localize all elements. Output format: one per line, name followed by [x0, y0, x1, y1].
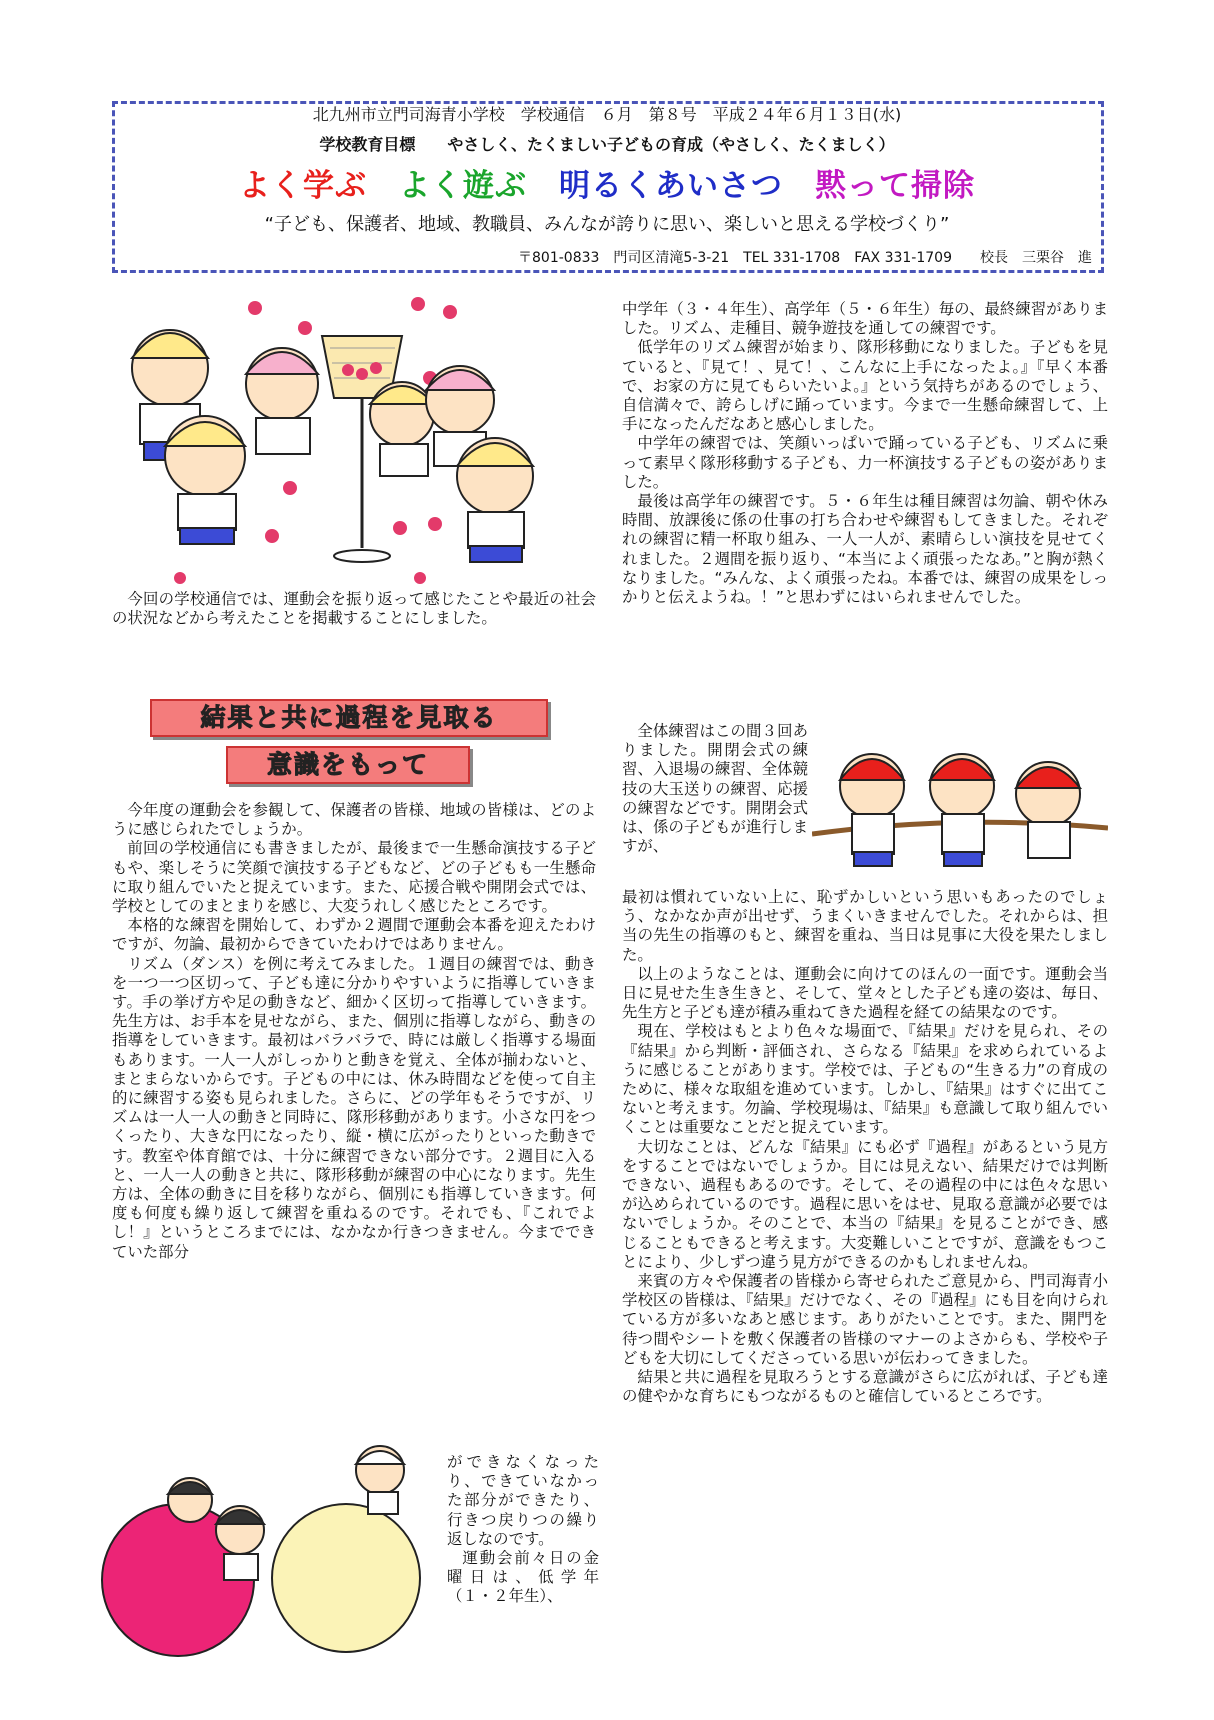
motto-item: よく遊ぶ	[399, 168, 527, 204]
left-column-text	[112, 801, 596, 1262]
motto-item: 明るくあいさつ	[559, 168, 783, 204]
paragraph: 全体練習はこの間３回ありました。開閉会式の練習、入退場の練習、全体競技の大玉送りの練習、応援の練習などです。開閉会式は、係の子どもが進行しますが、	[622, 722, 808, 856]
paragraph: 中学年の練習では、笑顔いっぱいで踊っている子ども、リズムに乗って素早く隊形移動する子ども、力一杯演技する子どもの姿がありました。	[622, 434, 1108, 491]
paragraph: 今年度の運動会を参観して、保護者の皆様、地域の皆様は、どのように感じられたでしょうか。	[112, 801, 596, 839]
newsletter-info: 北九州市立門司海青小学校 学校通信 ６月 第８号 平成２４年６月１３日(水)	[312, 105, 902, 124]
big-ball-illustration	[100, 1430, 435, 1688]
paragraph: 低学年のリズム練習が始まり、隊形移動になりました。子どもを見ていると、『見て！、見て！、こんなに上手になったよ。』『早く本番で、お家の方に見てもらいたいよ。』という気持ちがあるのでしょう、自信満々で、誇らしげに踊っています。今まで一生懸命練習して、上手になったんだなあと感心しました。	[622, 338, 1108, 434]
school-vision: “子ども、保護者、地域、教職員、みんなが誇りに思い、楽しいと思える学校づくり”	[264, 214, 950, 235]
paragraph: 最初は慣れていない上に、恥ずかしいという思いもあったのでしょう、なかなか声が出せず、うまくいきませんでした。それからは、担当の先生の指導のもと、練習を重ね、当日は見事に大役を果たしました。	[622, 888, 1108, 964]
right-column-bottom	[622, 888, 1108, 1406]
paragraph: 中学年（３・４年生）、高学年（５・６年生）毎の、最終練習がありました。リズム、走種目、競争遊技を通しての練習です。	[622, 300, 1108, 338]
paragraph: 結果と共に過程を見取ろうとする意識がさらに広がれば、子ども達の健やかな育ちにもつながるものと確信しているところです。	[622, 1368, 1108, 1406]
tug-of-war-illustration	[812, 724, 1108, 884]
section-heading-line1: 結果と共に過程を見取る	[150, 699, 548, 737]
school-address: 〒801-0833 門司区清滝5-3-21 TEL 331-1708 FAX 331-1709 校長 三栗谷 進	[518, 250, 1092, 266]
paragraph: 現在、学校はもとより色々な場面で、『結果』だけを見られ、その『結果』から判断・評価され、さらなる『結果』を求められているように感じることがあります。学校では、子どもの“生きる力”の育成のために、様々な取組を進めています。しかし、『結果』はすぐに出てこないと考えます。勿論、学校現場は、『結果』も意識して取り組んでいくことは重要なことだと捉えています。	[622, 1022, 1108, 1137]
paragraph: 以上のようなことは、運動会に向けてのほんの一面です。運動会当日に見せた生き生きと、そして、堂々とした子ども達の姿は、毎日、先生方と子ども達が積み重ねてきた過程を経ての結果なのです。	[622, 964, 1108, 1022]
motto-item: よく学ぶ	[239, 168, 367, 204]
paragraph: 本格的な練習を開始して、わずか２週間で運動会本番を迎えたわけですが、勿論、最初からできていたわけではありません。	[112, 916, 596, 954]
school-goal: 学校教育目標 やさしく、たくましい子どもの育成（やさしく、たくましく）	[319, 135, 895, 154]
intro-text: 今回の学校通信では、運動会を振り返って感じたことや最近の社会の状況などから考えたことを掲載することにしました。	[112, 590, 596, 628]
ball-toss-illustration	[100, 288, 598, 586]
section-heading-line2: 意識をもって	[226, 746, 470, 784]
paragraph: 前回の学校通信にも書きましたが、最後まで一生懸命演技する子どもや、楽しそうに笑顔で演技する子どもなど、どの子どもも一生懸命に取り組んでいたと捉えています。また、応援合戦や開閉会式では、学校としてのまとまりを感じ、大変うれしく感じたところです。	[112, 839, 596, 916]
paragraph: リズム（ダンス）を例に考えてみました。１週目の練習では、動きを一つ一つ区切って、子ども達に分かりやすいように指導していきます。手の挙げ方や足の動きなど、細かく区切って指導していきます。先生方は、お手本を見せながら、また、個別に指導しながら、動きの指導をしていきます。最初はバラバラで、時には厳しく指導する場面もあります。一人一人がしっかりと動きを覚え、全体が揃わないと、まとまらないからです。子どもの中には、休み時間などを使って自主的に練習する姿も見られました。さらに、どの学年もそうですが、リズムは一人一人の動きと同時に、隊形移動があります。小さな円をつくったり、大きな円になったり、縦・横に広がったりといった動きです。教室や体育館では、十分に練習できない部分です。２週目に入ると、一人一人の動きと共に、隊形移動が練習の中心になります。先生方は、全体の動きに目を移りながら、個別にも指導していきます。何度も何度も繰り返して練習を重ねるのです。それでも、『これでよし！』というところまでには、なかなか行きつきません。今までできていた部分	[112, 954, 596, 1261]
paragraph: 運動会前々日の金曜日は、低学年（１・２年生）、	[447, 1549, 599, 1606]
intro-paragraph	[112, 590, 596, 628]
paragraph: 来賓の方々や保護者の皆様から寄せられたご意見から、門司海青小学校区の皆様は、『結果』だけでなく、その『過程』にも目を向けられている方が多いなあと感じます。ありがたいことです。また、開門を待つ間やシートを敷く保護者の皆様のマナーのよさからも、学校や子どもを大切にしてくださっている思いが伝わってきました。	[622, 1272, 1108, 1367]
motto-item: 黙って掃除	[815, 168, 975, 204]
right-column-top	[622, 300, 1108, 607]
paragraph: ができなくなったり、できていなかった部分ができたり、行きつ戻りつの繰り返しなのです。	[447, 1453, 599, 1548]
right-beside-image-text	[622, 722, 808, 856]
left-bottom-text	[447, 1453, 599, 1607]
school-motto	[0, 160, 1214, 205]
paragraph: 大切なことは、どんな『結果』にも必ず『過程』があるという見方をすることではないでしょうか。目には見えない、結果だけでは判断できない、過程もあるのです。そして、その過程の中には色々な思いが込められているのです。過程に思いをはせ、見取る意識が必要ではないでしょうか。そのことで、本当の『結果』を見ることができ、感じることもできると考えます。大変難しいことですが、意識をもつことにより、少しずつ違う見方ができるのかもしれませんね。	[622, 1137, 1108, 1271]
paragraph: 最後は高学年の練習です。５・６年生は種目練習は勿論、朝や休み時間、放課後に係の仕事の打ち合わせや練習もしてきました。それぞれの練習に精一杯取り組み、一人一人が、素晴らしい演技を見せてくれました。２週間を振り返り、“本当によく頑張ったなあ。”と胸が熱くなりました。“みんな、よく頑張ったね。本番では、練習の成果をしっかりと伝えようね。！”と思わずにはいられませんでした。	[622, 492, 1108, 607]
